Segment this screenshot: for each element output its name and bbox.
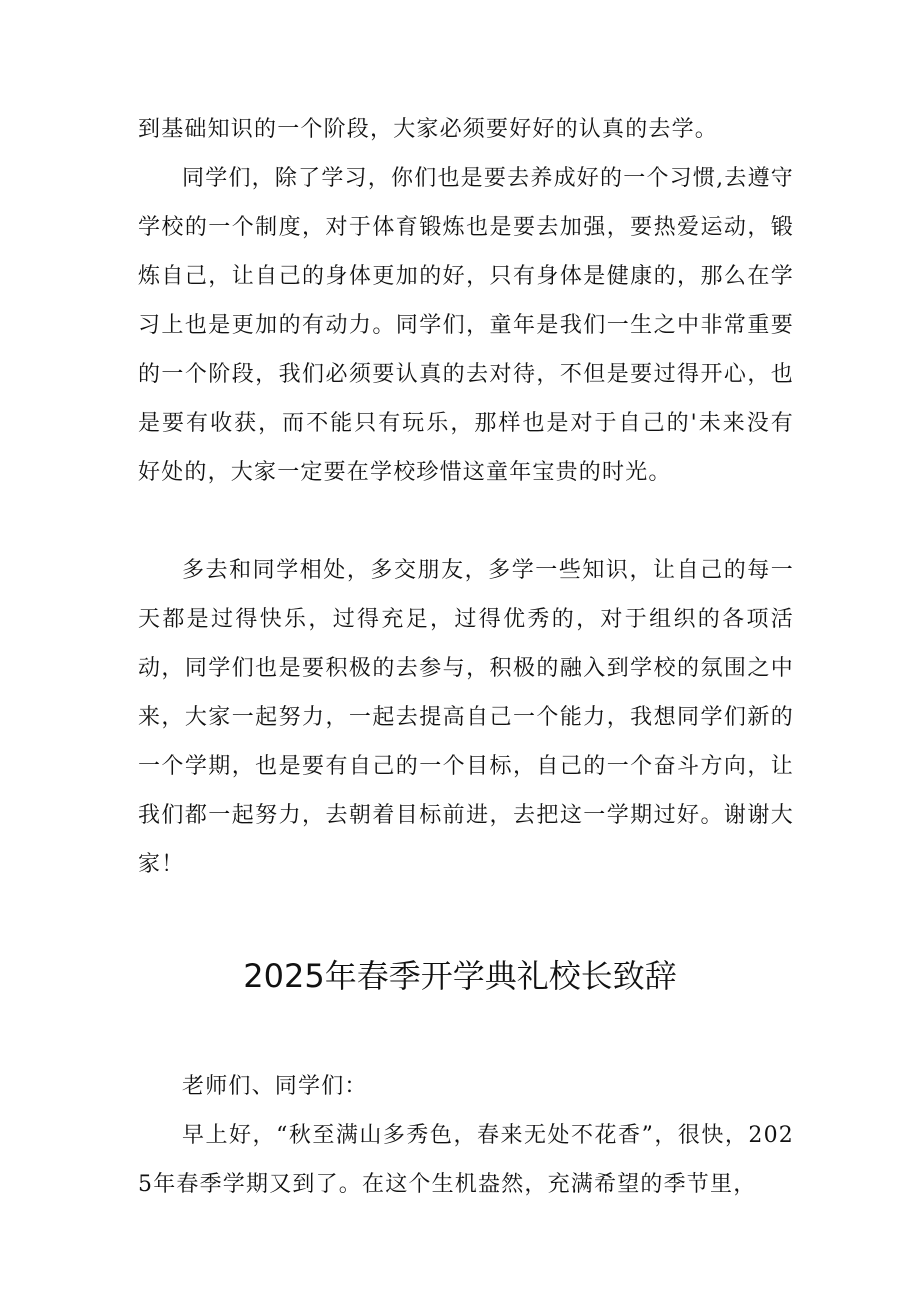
paragraph-continuation: 到基础知识的一个阶段，大家必须要好好的认真的去学。 [138,117,719,142]
salutation: 老师们、同学们： [182,1074,368,1099]
speech-title: 2025年春季开学典礼校长致辞 [243,957,677,995]
paragraph: 多去和同学相处，多交朋友，多学一些知识，让自己的每一天都是过得快乐，过得充足，过得优秀的，对于组织的各项活动，同学们也是要积极的去参与，积极的融入到学校的氛围之中来，大家一起努力，一起去提高自己一个能力，我想同学们新的一个学期，也是要有自己的一个目标，自己的一个奋斗方向，让我们都一起努力，去朝着目标前进，去把这一学期过好。谢谢大家！ [138,558,794,877]
paragraph: 同学们，除了学习，你们也是要去养成好的一个习惯,去遵守学校的一个制度，对于体育锻炼也是要去加强，要热爱运动，锻炼自己，让自己的身体更加的好，只有身体是健康的，那么在学习上也是更加的有动力。同学们，童年是我们一生之中非常重要的一个阶段，我们必须要认真的去对待，不但是要过得开心，也是要有收获，而不能只有玩乐，那样也是对于自己的'未来没有好处的，大家一定要在学校珍惜这童年宝贵的时光。 [138,166,794,485]
paragraph: 早上好，“秋至满山多秀色，春来无处不花香”，很快，2025年春季学期又到了。在这个生机盎然，充满希望的季节里， [138,1123,794,1197]
